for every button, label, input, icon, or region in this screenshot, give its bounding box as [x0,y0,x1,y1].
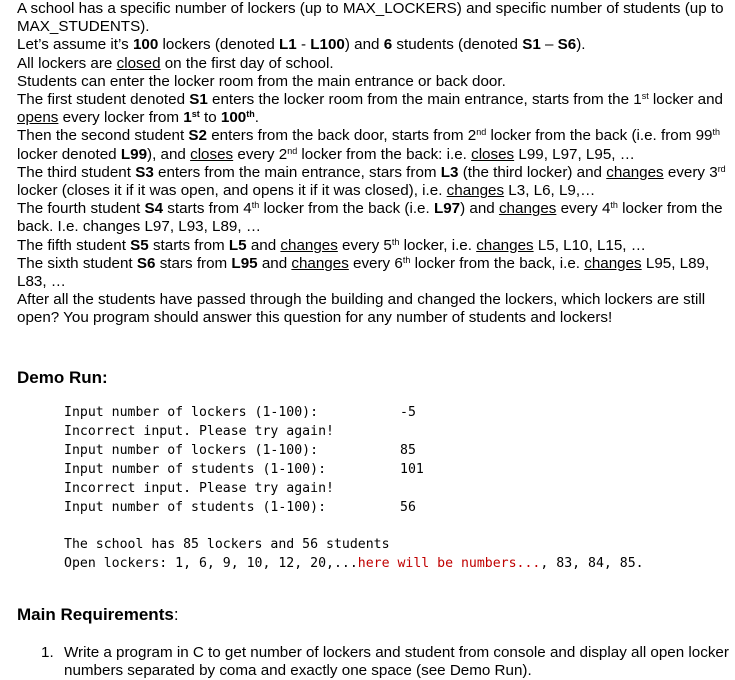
text: The third student [17,163,136,181]
text: Let’s assume it’s [17,36,133,54]
text: . [254,109,259,127]
requirement-item: Write a program in C to get number of lockers and student from console and display all open locker numbers separated by coma and exactly one space (see Demo Run). [64,644,729,680]
text: every locker from [58,109,184,127]
text: locker (closes it if it was open, and opens it if it was closed), i.e. [17,182,447,200]
text: closes [471,145,515,163]
intro-paragraph-7 [17,164,733,200]
console-value: 56 [400,500,416,515]
intro-paragraph-3 [17,55,733,73]
text: S3 [135,163,154,181]
text: S2 [188,127,207,145]
intro-paragraph-9 [17,237,733,255]
text: th [402,254,411,265]
text: locker from the back. I.e. changes L97, L93, L89, … [17,200,723,236]
demo-run-heading: Demo Run: [17,368,108,387]
text: here will be numbers... [357,556,541,571]
text: L5 [228,236,247,254]
text: L3 [440,163,459,181]
text: closed [116,54,161,72]
text: L99, L97, L95, … [514,145,635,163]
console-line: Input number of lockers (1-100): [64,405,319,420]
problem-statement [17,0,733,328]
text: Main Requirements [17,605,174,624]
console-line: Input number of students (1-100): [64,462,327,477]
text: L100 [310,36,345,54]
text: All lockers are [17,54,117,72]
text: 1 [183,109,192,127]
text: The fourth student [17,200,145,218]
text: st [191,109,200,120]
text: The fifth student [17,236,131,254]
text: nd [287,145,298,156]
text: th [610,200,618,211]
text: locker from the back: i.e. [297,145,472,163]
text: rd [717,163,726,174]
text: every 4 [556,200,611,218]
text: L95, L89, L83, … [17,254,710,291]
text: stars from [155,254,232,272]
main-requirements-heading [17,605,179,625]
text: th [246,109,255,120]
text: – [540,36,558,54]
text: L99 [120,145,148,163]
text: every 5 [337,236,392,254]
text: nd [476,127,487,138]
text: ) and [460,200,499,218]
text: starts from [148,236,229,254]
text: and [257,254,292,272]
text: enters the locker room from the main entrance, starts from the 1 [207,91,642,109]
text: th [391,236,400,247]
intro-paragraph-1: A school has a specific number of lockers (up to MAX_LOCKERS) and specific number of students (up to MAX_STUDENTS). [17,0,724,36]
text: Then the second student [17,127,189,145]
text: ), and [147,145,191,163]
text: S5 [130,236,149,254]
text: changes [498,200,557,218]
intro-paragraph-11: After all the students have passed through the building and changed the lockers, which lockers are still open? You program should answer this question for any number of students and lockers! [17,291,706,327]
text: : [173,605,179,624]
text: changes [606,163,664,181]
text: 100 [220,109,247,127]
console-line: Input number of students (1-100): [64,500,327,515]
console-value: -5 [400,405,416,420]
text: S1 [522,36,541,54]
console-line: Incorrect input. Please try again! [64,481,334,496]
text: opens [17,109,59,127]
intro-paragraph-5 [17,91,733,127]
text: locker from the back, i.e. [410,254,585,272]
intro-paragraph-8 [17,200,733,236]
text: changes [476,236,534,254]
console-line: Incorrect input. Please try again! [64,424,334,439]
text: locker from the back (i.e. [259,200,434,218]
text: on the first day of school. [160,54,334,72]
text: L3, L6, L9,… [504,182,596,200]
text: closes [190,145,234,163]
text: locker and [648,91,723,109]
console-value: 101 [400,462,424,477]
text: th [712,127,721,138]
text: S6 [557,36,577,54]
text: and [246,236,281,254]
text: st [641,91,649,102]
text: S4 [144,200,164,218]
text: ). [576,36,586,54]
text: L97 [433,200,461,218]
requirement-number: 1. [41,644,54,661]
text: Open lockers: 1, 6, 9, 10, 12, 20,... [64,556,358,571]
console-value: 85 [400,443,416,458]
text: locker denoted [17,145,121,163]
text: 6 [383,36,393,54]
text: students (denoted [392,36,523,54]
text: - [296,36,311,54]
text: enters from the back door, starts from 2 [206,127,477,145]
text: L5, L10, L15, … [533,236,646,254]
text: L1 [279,36,297,54]
console-line: Input number of lockers (1-100): [64,443,319,458]
text: changes [446,182,505,200]
text: every 3 [663,163,718,181]
text: The first student denoted [17,91,190,109]
text: S6 [136,254,156,272]
text: S1 [189,91,208,109]
text: every 2 [233,145,288,163]
intro-paragraph-2 [17,36,733,54]
text: locker, i.e. [399,236,477,254]
text: (the third locker) and [458,163,607,181]
text: L95 [231,254,258,272]
text: changes [291,254,349,272]
text: changes [280,236,338,254]
text: 100 [132,36,159,54]
text: locker from the back (i.e. from 99 [486,127,713,145]
text: starts from 4 [163,200,252,218]
intro-paragraph-10 [17,255,733,291]
text: enters from the main entrance, stars from [153,163,441,181]
console-summary: The school has 85 lockers and 56 students [64,537,390,552]
intro-paragraph-4: Students can enter the locker room from the main entrance or back door. [17,72,506,90]
text: to [199,109,221,127]
text: ) and [344,36,384,54]
text: changes [584,254,642,272]
intro-paragraph-6 [17,127,733,163]
text: lockers (denoted [158,36,280,54]
text: every 6 [348,254,403,272]
text: th [251,200,260,211]
console-open-lockers [64,556,644,571]
text: , 83, 84, 85. [540,556,644,571]
text: The sixth student [17,254,137,272]
